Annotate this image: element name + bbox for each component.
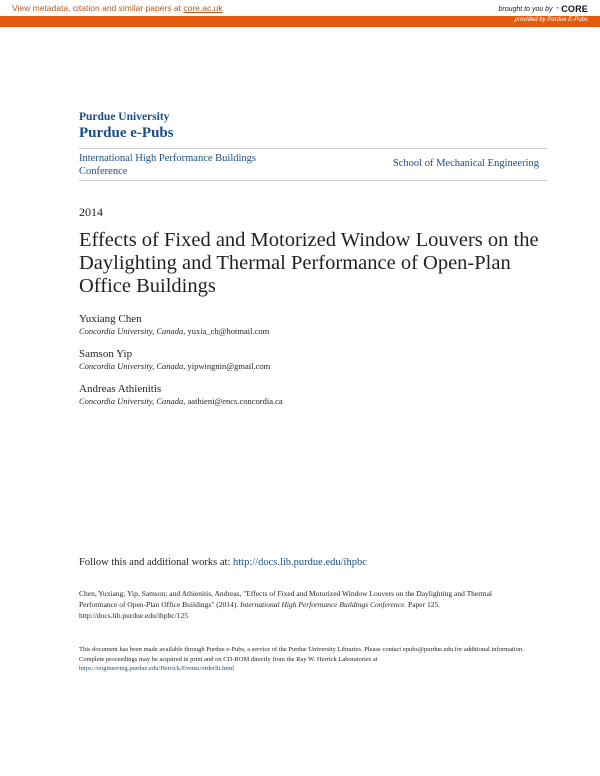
citation-text: Chen, Yuxiang; Yip, Samson; and Athienitis, Andreas, "Effects of Fixed and Motorized Window Louvers on the Daylighting and Thermal Performance of Open-Plan Office Buildings" (2014). bbox=[79, 589, 492, 609]
author-name: Andreas Athienitis bbox=[79, 383, 162, 395]
citation-paper: Paper 125. bbox=[406, 600, 441, 609]
department-link[interactable]: School of Mechanical Engineering bbox=[392, 158, 539, 169]
author-item bbox=[79, 348, 283, 372]
author-name: Yuxiang Chen bbox=[79, 313, 142, 325]
core-link-domain[interactable]: core.ac.uk bbox=[183, 3, 223, 13]
author-item bbox=[79, 313, 283, 337]
author-affiliation bbox=[79, 361, 283, 372]
citation-block bbox=[79, 588, 527, 621]
publisher-block bbox=[79, 111, 174, 142]
core-logo-icon: ◔ bbox=[555, 6, 560, 12]
herrick-link[interactable]: https://engineering.purdue.edu/Herrick/Events/orderlit.html bbox=[79, 665, 235, 672]
citation-url: http://docs.lib.purdue.edu/ihpbc/125 bbox=[79, 611, 188, 620]
conference-box bbox=[79, 148, 547, 181]
university-name[interactable]: Purdue University bbox=[79, 111, 170, 123]
follow-label: Follow this and additional works at: bbox=[79, 557, 233, 568]
author-list bbox=[79, 313, 283, 418]
follow-line bbox=[79, 557, 367, 568]
author-name: Samson Yip bbox=[79, 348, 133, 360]
publication-year: 2014 bbox=[79, 205, 103, 219]
notice-line-2 bbox=[79, 655, 529, 674]
affiliation-text: Concordia University, Canada bbox=[79, 361, 184, 371]
affiliation-text: Concordia University, Canada bbox=[79, 396, 184, 406]
author-email: , yuxia_ch@hotmail.com bbox=[183, 326, 270, 336]
follow-url-link[interactable]: http://docs.lib.purdue.edu/ihpbc bbox=[233, 557, 367, 568]
core-logo[interactable] bbox=[556, 4, 588, 14]
conference-link[interactable]: International High Performance Buildings Conference bbox=[79, 153, 256, 177]
provider-bar bbox=[0, 16, 600, 27]
brought-by-label: brought to you by bbox=[498, 5, 553, 13]
paper-title: Effects of Fixed and Motorized Window Louvers on the Daylighting and Thermal Performance of Open-Plan Office Buildings bbox=[79, 229, 539, 297]
core-link-prefix: View metadata, citation and similar papers at bbox=[12, 3, 184, 13]
citation-venue: International High Performance Buildings Conference. bbox=[240, 600, 407, 609]
core-logo-text: CORE bbox=[561, 4, 588, 14]
author-affiliation bbox=[79, 326, 283, 337]
author-email: , aathieni@encs.concordia.ca bbox=[183, 396, 283, 406]
notice-line-1: This document has been made available through Purdue e-Pubs, a service of the Purdue University Libraries. Please contact epubs@purdue.edu for additional information. bbox=[79, 646, 524, 653]
author-affiliation bbox=[79, 396, 283, 407]
author-email: , yipwingnin@gmail.com bbox=[183, 361, 271, 371]
provided-by-label: provided by Purdue E-Pubs bbox=[514, 17, 588, 23]
core-metadata-link[interactable] bbox=[12, 3, 223, 13]
notice-block bbox=[79, 645, 529, 674]
notice-line-2-text: Complete proceedings may be acquired in print and on CD-ROM directly from the Ray W. Herrick Laboratories at bbox=[79, 655, 378, 663]
brought-to-you-by bbox=[498, 4, 588, 14]
author-item bbox=[79, 383, 283, 407]
epubs-name[interactable]: Purdue e-Pubs bbox=[79, 125, 174, 141]
affiliation-text: Concordia University, Canada bbox=[79, 326, 184, 336]
top-banner bbox=[0, 0, 600, 27]
